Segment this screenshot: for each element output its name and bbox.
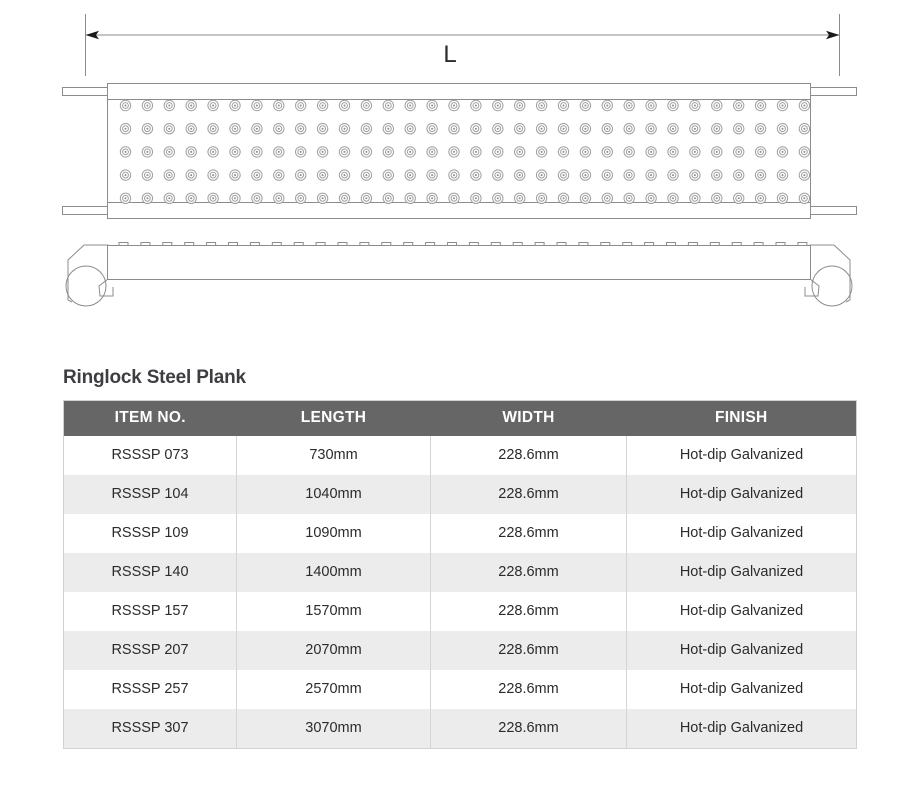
- table-row: [64, 514, 857, 553]
- table-header: [64, 400, 857, 436]
- cell-item: RSSSP 104: [64, 475, 237, 514]
- cell-width: 228.6mm: [431, 436, 627, 475]
- anti-slip-dot-core: [146, 128, 148, 130]
- anti-slip-dot-core: [563, 128, 565, 130]
- anti-slip-dot-core: [782, 174, 784, 176]
- anti-slip-dot-core: [475, 128, 477, 130]
- anti-slip-dot-core: [190, 197, 192, 199]
- cell-finish: Hot-dip Galvanized: [627, 592, 857, 631]
- anti-slip-dot-core: [168, 105, 170, 107]
- anti-slip-dot-core: [672, 197, 674, 199]
- anti-slip-dot-core: [628, 174, 630, 176]
- anti-slip-dot-core: [256, 105, 258, 107]
- cell-finish: Hot-dip Galvanized: [627, 631, 857, 670]
- anti-slip-dot-core: [606, 174, 608, 176]
- anti-slip-dot-core: [212, 151, 214, 153]
- left-tab-top: [63, 88, 109, 96]
- anti-slip-dot-core: [278, 105, 280, 107]
- anti-slip-dot-core: [365, 128, 367, 130]
- anti-slip-dot-core: [344, 128, 346, 130]
- anti-slip-dot-core: [387, 128, 389, 130]
- cell-length: 3070mm: [237, 709, 431, 749]
- anti-slip-dot-core: [365, 105, 367, 107]
- anti-slip-dot-core: [322, 174, 324, 176]
- cell-finish: Hot-dip Galvanized: [627, 514, 857, 553]
- column-header-finish: FINISH: [627, 400, 857, 436]
- anti-slip-dot-core: [584, 174, 586, 176]
- anti-slip-dot-core: [234, 105, 236, 107]
- anti-slip-dot-core: [563, 197, 565, 199]
- anti-slip-dot-core: [212, 174, 214, 176]
- anti-slip-dot-core: [234, 197, 236, 199]
- cell-length: 1400mm: [237, 553, 431, 592]
- table-row: [64, 631, 857, 670]
- anti-slip-dot-core: [453, 197, 455, 199]
- anti-slip-dot-core: [344, 174, 346, 176]
- anti-slip-dot-core: [672, 151, 674, 153]
- right-tab-top: [811, 88, 857, 96]
- anti-slip-dot-core: [387, 105, 389, 107]
- anti-slip-dot-core: [256, 174, 258, 176]
- side-view-plank: [66, 243, 852, 307]
- anti-slip-dot-core: [760, 105, 762, 107]
- anti-slip-dot-core: [650, 105, 652, 107]
- cell-length: 730mm: [237, 436, 431, 475]
- anti-slip-dot-core: [803, 197, 805, 199]
- anti-slip-dot-core: [694, 151, 696, 153]
- anti-slip-dot-core: [760, 174, 762, 176]
- cell-item: RSSSP 207: [64, 631, 237, 670]
- anti-slip-dot-core: [453, 174, 455, 176]
- anti-slip-dot-core: [125, 128, 127, 130]
- anti-slip-dot-core: [803, 105, 805, 107]
- anti-slip-dot-core: [146, 151, 148, 153]
- cell-width: 228.6mm: [431, 631, 627, 670]
- anti-slip-dot-core: [628, 128, 630, 130]
- table-row: [64, 670, 857, 709]
- anti-slip-dot-core: [782, 105, 784, 107]
- table-row: [64, 436, 857, 475]
- cell-length: 1090mm: [237, 514, 431, 553]
- anti-slip-dot-core: [278, 128, 280, 130]
- top-view-plank: [63, 84, 857, 219]
- anti-slip-dot-core: [584, 105, 586, 107]
- anti-slip-dot-core: [760, 128, 762, 130]
- anti-slip-dot-core: [190, 105, 192, 107]
- anti-slip-dot-core: [190, 128, 192, 130]
- anti-slip-dot-core: [694, 174, 696, 176]
- anti-slip-dot-core: [497, 105, 499, 107]
- anti-slip-dot-core: [431, 151, 433, 153]
- table-row: [64, 475, 857, 514]
- anti-slip-dot-core: [322, 105, 324, 107]
- anti-slip-dot-core: [782, 197, 784, 199]
- anti-slip-dot-core: [541, 105, 543, 107]
- anti-slip-dot-core: [738, 174, 740, 176]
- anti-slip-dot-core: [497, 151, 499, 153]
- cell-width: 228.6mm: [431, 553, 627, 592]
- anti-slip-dot-core: [344, 151, 346, 153]
- anti-slip-dot-core: [475, 105, 477, 107]
- anti-slip-dot-core: [409, 105, 411, 107]
- cell-length: 1040mm: [237, 475, 431, 514]
- anti-slip-dot-core: [146, 197, 148, 199]
- anti-slip-dot-core: [409, 128, 411, 130]
- cell-length: 2070mm: [237, 631, 431, 670]
- cell-finish: Hot-dip Galvanized: [627, 709, 857, 749]
- dimension-label-L: L: [443, 41, 457, 68]
- anti-slip-dot-core: [584, 128, 586, 130]
- side-profile-body: [108, 246, 811, 280]
- anti-slip-dot-core: [541, 151, 543, 153]
- anti-slip-dot-core: [431, 197, 433, 199]
- cell-finish: Hot-dip Galvanized: [627, 475, 857, 514]
- anti-slip-dot-core: [519, 151, 521, 153]
- anti-slip-dot-core: [212, 197, 214, 199]
- anti-slip-dot-core: [694, 105, 696, 107]
- left-tab-bottom: [63, 207, 109, 215]
- anti-slip-dot-core: [387, 174, 389, 176]
- anti-slip-dot-core: [300, 174, 302, 176]
- cell-item: RSSSP 140: [64, 553, 237, 592]
- anti-slip-dot-core: [606, 105, 608, 107]
- anti-slip-dot-core: [584, 151, 586, 153]
- column-header-length: LENGTH: [237, 400, 431, 436]
- anti-slip-dot-core: [497, 197, 499, 199]
- anti-slip-dot-core: [650, 151, 652, 153]
- anti-slip-dot-core: [431, 105, 433, 107]
- anti-slip-dot-core: [716, 128, 718, 130]
- spec-table: [63, 400, 857, 749]
- anti-slip-dot-core: [606, 197, 608, 199]
- anti-slip-dot-core: [738, 105, 740, 107]
- anti-slip-dot-core: [672, 105, 674, 107]
- anti-slip-dot-core: [431, 174, 433, 176]
- cell-item: RSSSP 307: [64, 709, 237, 749]
- anti-slip-dot-core: [672, 128, 674, 130]
- anti-slip-dot-core: [453, 105, 455, 107]
- anti-slip-dot-core: [606, 151, 608, 153]
- anti-slip-dot-core: [716, 174, 718, 176]
- dimension-line-group: [86, 14, 840, 76]
- anti-slip-dot-core: [278, 197, 280, 199]
- anti-slip-dot-core: [365, 174, 367, 176]
- anti-slip-dot-core: [212, 128, 214, 130]
- anti-slip-dot-core: [760, 151, 762, 153]
- anti-slip-dot-core: [453, 128, 455, 130]
- anti-slip-dot-core: [431, 128, 433, 130]
- column-header-item-no: ITEM NO.: [64, 400, 237, 436]
- anti-slip-dot-core: [475, 174, 477, 176]
- anti-slip-dot-core: [760, 197, 762, 199]
- anti-slip-dot-core: [650, 197, 652, 199]
- cell-finish: Hot-dip Galvanized: [627, 436, 857, 475]
- anti-slip-dot-core: [628, 197, 630, 199]
- anti-slip-dot-core: [365, 151, 367, 153]
- anti-slip-dot-core: [541, 197, 543, 199]
- cell-finish: Hot-dip Galvanized: [627, 670, 857, 709]
- anti-slip-dot-core: [409, 174, 411, 176]
- anti-slip-dot-core: [125, 105, 127, 107]
- anti-slip-dot-core: [563, 105, 565, 107]
- anti-slip-dot-core: [387, 151, 389, 153]
- anti-slip-dot-core: [322, 197, 324, 199]
- anti-slip-dot-core: [168, 197, 170, 199]
- anti-slip-dot-core: [716, 197, 718, 199]
- table-row: [64, 592, 857, 631]
- table-body: [64, 436, 857, 749]
- anti-slip-dot-core: [146, 105, 148, 107]
- anti-slip-dot-core: [256, 151, 258, 153]
- anti-slip-dot-core: [497, 128, 499, 130]
- right-ledger-tube-circle: [812, 266, 852, 306]
- technical-drawing: [0, 0, 900, 340]
- anti-slip-dot-core: [650, 174, 652, 176]
- anti-slip-dot-core: [628, 105, 630, 107]
- anti-slip-dot-core: [278, 174, 280, 176]
- anti-slip-dot-core: [409, 197, 411, 199]
- anti-slip-dot-core: [519, 174, 521, 176]
- anti-slip-dot-core: [344, 105, 346, 107]
- anti-slip-dot-core: [256, 197, 258, 199]
- table-header-row: [64, 400, 857, 436]
- anti-slip-dot-core: [190, 151, 192, 153]
- anti-slip-dot-core: [519, 197, 521, 199]
- anti-slip-dot-core: [322, 128, 324, 130]
- anti-slip-dot-core: [584, 197, 586, 199]
- anti-slip-dot-core: [234, 128, 236, 130]
- anti-slip-dot-core: [694, 197, 696, 199]
- anti-slip-dot-core: [803, 128, 805, 130]
- anti-slip-dot-core: [694, 128, 696, 130]
- anti-slip-dot-core: [738, 151, 740, 153]
- anti-slip-dot-core: [168, 128, 170, 130]
- table-row: [64, 709, 857, 749]
- anti-slip-dot-core: [234, 174, 236, 176]
- anti-slip-dot-core: [519, 128, 521, 130]
- page-title: Ringlock Steel Plank: [63, 367, 246, 388]
- cell-length: 1570mm: [237, 592, 431, 631]
- anti-slip-dot-core: [716, 151, 718, 153]
- cell-item: RSSSP 157: [64, 592, 237, 631]
- anti-slip-dot-core: [125, 151, 127, 153]
- anti-slip-dot-core: [146, 174, 148, 176]
- anti-slip-dot-core: [300, 128, 302, 130]
- anti-slip-dot-core: [409, 151, 411, 153]
- cell-width: 228.6mm: [431, 514, 627, 553]
- anti-slip-dot-core: [782, 151, 784, 153]
- anti-slip-dot-core: [453, 151, 455, 153]
- cell-width: 228.6mm: [431, 670, 627, 709]
- anti-slip-dot-core: [365, 197, 367, 199]
- spec-section: [63, 368, 856, 749]
- anti-slip-dot-core: [628, 151, 630, 153]
- anti-slip-dot-core: [125, 197, 127, 199]
- anti-slip-dot-core: [541, 174, 543, 176]
- anti-slip-dot-core: [738, 197, 740, 199]
- anti-slip-dot-core: [563, 174, 565, 176]
- anti-slip-dot-core: [278, 151, 280, 153]
- anti-slip-dot-core: [387, 197, 389, 199]
- anti-slip-dot-core: [212, 105, 214, 107]
- anti-slip-dot-core: [300, 197, 302, 199]
- anti-slip-dot-core: [256, 128, 258, 130]
- anti-slip-dot-core: [344, 197, 346, 199]
- anti-slip-dot-core: [519, 105, 521, 107]
- anti-slip-dot-core: [803, 174, 805, 176]
- cell-item: RSSSP 257: [64, 670, 237, 709]
- cell-item: RSSSP 109: [64, 514, 237, 553]
- anti-slip-dot-core: [190, 174, 192, 176]
- anti-slip-dot-core: [803, 151, 805, 153]
- anti-slip-dot-core: [563, 151, 565, 153]
- anti-slip-dot-core: [300, 151, 302, 153]
- anti-slip-dot-core: [300, 105, 302, 107]
- anti-slip-dot-core: [125, 174, 127, 176]
- right-tab-bottom: [811, 207, 857, 215]
- anti-slip-dot-core: [322, 151, 324, 153]
- anti-slip-dot-core: [606, 128, 608, 130]
- anti-slip-dot-core: [234, 151, 236, 153]
- column-header-width: WIDTH: [431, 400, 627, 436]
- cell-width: 228.6mm: [431, 475, 627, 514]
- anti-slip-dot-core: [475, 197, 477, 199]
- cell-item: RSSSP 073: [64, 436, 237, 475]
- cell-width: 228.6mm: [431, 592, 627, 631]
- anti-slip-dot-core: [672, 174, 674, 176]
- anti-slip-dot-core: [541, 128, 543, 130]
- cell-length: 2570mm: [237, 670, 431, 709]
- left-ledger-tube-circle: [66, 266, 106, 306]
- cell-finish: Hot-dip Galvanized: [627, 553, 857, 592]
- anti-slip-dot-core: [650, 128, 652, 130]
- anti-slip-dot-core: [738, 128, 740, 130]
- anti-slip-dot-core: [168, 151, 170, 153]
- anti-slip-dot-core: [782, 128, 784, 130]
- table-row: [64, 553, 857, 592]
- anti-slip-dot-core: [497, 174, 499, 176]
- cell-width: 228.6mm: [431, 709, 627, 749]
- plank-drawing-svg: [0, 0, 900, 340]
- anti-slip-dot-core: [475, 151, 477, 153]
- anti-slip-dot-core: [716, 105, 718, 107]
- anti-slip-dot-core: [168, 174, 170, 176]
